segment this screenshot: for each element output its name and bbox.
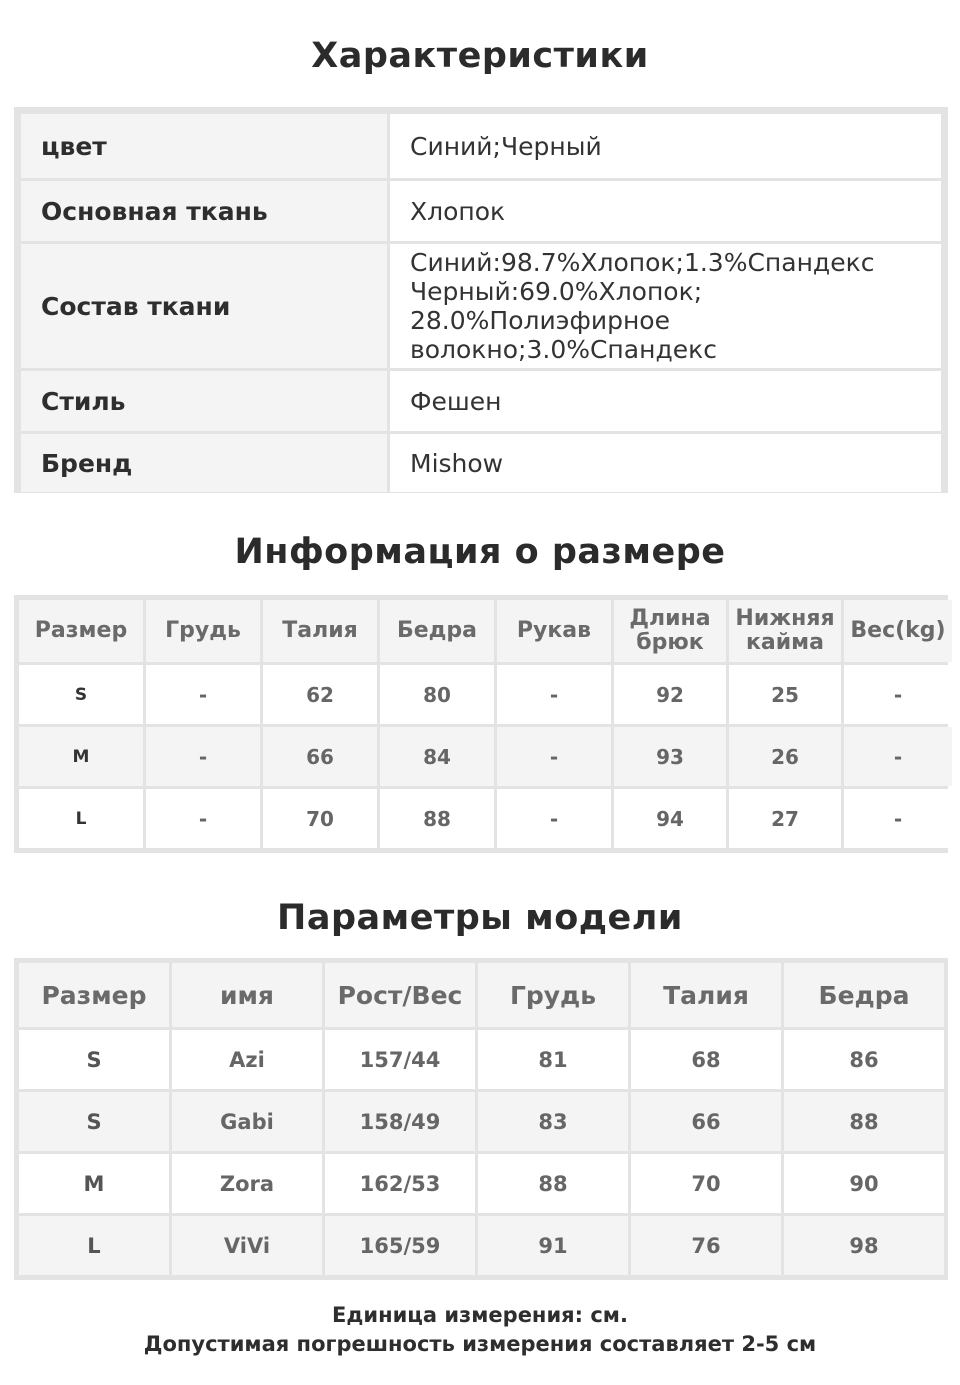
column-header: Размер xyxy=(19,963,169,1027)
footnote-tolerance: Допустимая погрешность измерения составляет 2-5 см xyxy=(143,1332,817,1356)
table-cell: - xyxy=(146,727,260,786)
table-row xyxy=(21,371,941,431)
table-cell: - xyxy=(844,789,952,848)
table-cell: 94 xyxy=(614,789,726,848)
table-cell: - xyxy=(497,665,611,724)
table-cell: 83 xyxy=(478,1092,628,1151)
table-cell: - xyxy=(497,789,611,848)
table-cell: 88 xyxy=(784,1092,944,1151)
table-cell: - xyxy=(146,665,260,724)
characteristics-table xyxy=(14,107,948,493)
row-label: Бренд xyxy=(21,434,387,492)
table-cell: - xyxy=(497,727,611,786)
table-cell: 91 xyxy=(478,1216,628,1275)
table-cell: 68 xyxy=(631,1030,781,1089)
table-cell: - xyxy=(844,665,952,724)
row-value: Фешен xyxy=(390,371,941,431)
row-value: Синий;Черный xyxy=(390,114,941,178)
table-cell: Zora xyxy=(172,1154,322,1213)
table-row xyxy=(19,1030,944,1089)
table-row xyxy=(21,181,941,241)
footnote xyxy=(0,1301,960,1359)
table-cell: 84 xyxy=(380,727,494,786)
table-row xyxy=(21,244,941,368)
table-cell: 162/53 xyxy=(325,1154,475,1213)
table-cell: S xyxy=(19,1030,169,1089)
column-header: Рост/Вес xyxy=(325,963,475,1027)
table-cell: 25 xyxy=(729,665,841,724)
column-header: Бедра xyxy=(380,600,494,662)
model-params-table xyxy=(14,958,948,1280)
table-row xyxy=(19,1092,944,1151)
row-label: Состав ткани xyxy=(21,244,387,368)
table-row xyxy=(21,114,941,178)
table-cell: Gabi xyxy=(172,1092,322,1151)
size-info-title: Информация о размере xyxy=(234,532,726,572)
table-cell: 27 xyxy=(729,789,841,848)
row-label: цвет xyxy=(21,114,387,178)
table-cell: 165/59 xyxy=(325,1216,475,1275)
table-cell: 98 xyxy=(784,1216,944,1275)
table-cell: 26 xyxy=(729,727,841,786)
row-label: Стиль xyxy=(21,371,387,431)
table-cell: 158/49 xyxy=(325,1092,475,1151)
table-cell: 81 xyxy=(478,1030,628,1089)
table-cell: ViVi xyxy=(172,1216,322,1275)
table-cell: Azi xyxy=(172,1030,322,1089)
column-header: Талия xyxy=(631,963,781,1027)
table-cell: M xyxy=(19,727,143,786)
column-header: Бедра xyxy=(784,963,944,1027)
table-cell: 93 xyxy=(614,727,726,786)
table-cell: 70 xyxy=(263,789,377,848)
column-header: Грудь xyxy=(478,963,628,1027)
table-cell: S xyxy=(19,1092,169,1151)
table-row xyxy=(19,1216,944,1275)
table-cell: L xyxy=(19,789,143,848)
table-cell: - xyxy=(844,727,952,786)
column-header: Талия xyxy=(263,600,377,662)
header-row xyxy=(19,600,952,662)
column-header: Длина брюк xyxy=(614,600,726,662)
table-cell: 86 xyxy=(784,1030,944,1089)
size-info-table xyxy=(14,595,948,853)
footnote-unit: Единица измерения: см. xyxy=(332,1303,628,1327)
table-cell: M xyxy=(19,1154,169,1213)
table-cell: L xyxy=(19,1216,169,1275)
table-cell: 80 xyxy=(380,665,494,724)
table-cell: 66 xyxy=(263,727,377,786)
column-header: Нижняя кайма xyxy=(729,600,841,662)
table-cell: 157/44 xyxy=(325,1030,475,1089)
table-cell: - xyxy=(146,789,260,848)
row-value: Синий:98.7%Хлопок;1.3%Спандекс Черный:69.0%Хлопок; 28.0%Полиэфирное волокно;3.0%Спандекс xyxy=(390,244,941,368)
table-row xyxy=(19,727,952,786)
table-row xyxy=(19,1154,944,1213)
column-header: имя xyxy=(172,963,322,1027)
row-value: Хлопок xyxy=(390,181,941,241)
table-row xyxy=(19,789,952,848)
characteristics-title: Характеристики xyxy=(311,36,649,76)
table-cell: 88 xyxy=(380,789,494,848)
table-cell: 76 xyxy=(631,1216,781,1275)
column-header: Вес(kg) xyxy=(844,600,952,662)
header-row xyxy=(19,963,944,1027)
row-value: Mishow xyxy=(390,434,941,492)
table-cell: 66 xyxy=(631,1092,781,1151)
table-cell: S xyxy=(19,665,143,724)
row-label: Основная ткань xyxy=(21,181,387,241)
table-cell: 62 xyxy=(263,665,377,724)
table-cell: 88 xyxy=(478,1154,628,1213)
table-cell: 70 xyxy=(631,1154,781,1213)
column-header: Грудь xyxy=(146,600,260,662)
column-header: Размер xyxy=(19,600,143,662)
table-cell: 90 xyxy=(784,1154,944,1213)
column-header: Рукав xyxy=(497,600,611,662)
table-row xyxy=(21,434,941,492)
table-row xyxy=(19,665,952,724)
table-cell: 92 xyxy=(614,665,726,724)
model-params-title: Параметры модели xyxy=(277,898,683,938)
